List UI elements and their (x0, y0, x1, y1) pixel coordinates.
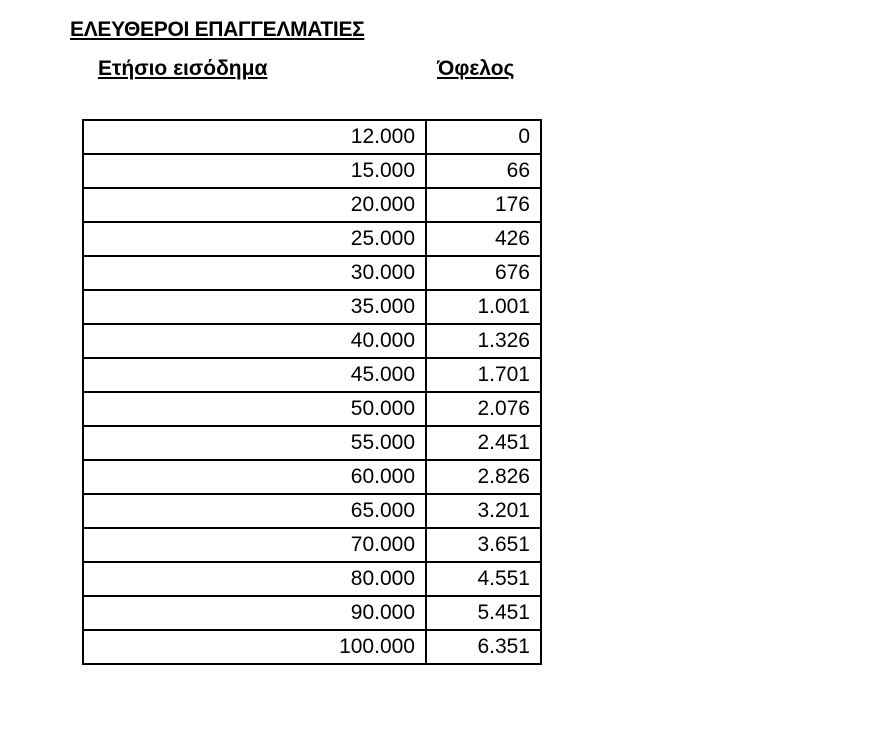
income-cell: 30.000 (83, 256, 426, 290)
benefit-cell: 3.651 (426, 528, 541, 562)
income-cell: 15.000 (83, 154, 426, 188)
income-cell: 80.000 (83, 562, 426, 596)
table-body (83, 120, 541, 664)
benefit-cell: 66 (426, 154, 541, 188)
income-cell: 70.000 (83, 528, 426, 562)
table-row (83, 460, 541, 494)
benefit-cell: 1.326 (426, 324, 541, 358)
benefit-cell: 2.826 (426, 460, 541, 494)
benefit-cell: 1.701 (426, 358, 541, 392)
table-row (83, 222, 541, 256)
income-cell: 20.000 (83, 188, 426, 222)
table-row (83, 426, 541, 460)
table-row (83, 630, 541, 664)
benefit-cell: 2.451 (426, 426, 541, 460)
benefit-cell: 2.076 (426, 392, 541, 426)
table-row (83, 596, 541, 630)
income-cell: 100.000 (83, 630, 426, 664)
table-row (83, 188, 541, 222)
table-row (83, 562, 541, 596)
benefit-cell: 5.451 (426, 596, 541, 630)
table-row (83, 392, 541, 426)
income-cell: 40.000 (83, 324, 426, 358)
benefit-column-header: Όφελος (437, 57, 515, 80)
income-cell: 50.000 (83, 392, 426, 426)
income-benefit-table (82, 119, 542, 665)
table-row (83, 358, 541, 392)
table-row (83, 256, 541, 290)
income-cell: 55.000 (83, 426, 426, 460)
income-cell: 25.000 (83, 222, 426, 256)
benefit-cell: 176 (426, 188, 541, 222)
income-cell: 90.000 (83, 596, 426, 630)
income-column-header: Ετήσιο εισόδημα (98, 57, 268, 80)
table-row (83, 528, 541, 562)
benefit-cell: 6.351 (426, 630, 541, 664)
income-cell: 65.000 (83, 494, 426, 528)
document-title: ΕΛΕΥΘΕΡΟΙ ΕΠΑΓΓΕΛΜΑΤΙΕΣ (70, 18, 365, 41)
benefit-cell: 3.201 (426, 494, 541, 528)
benefit-cell: 676 (426, 256, 541, 290)
table-row (83, 494, 541, 528)
income-cell: 45.000 (83, 358, 426, 392)
income-cell: 12.000 (83, 120, 426, 154)
benefit-cell: 0 (426, 120, 541, 154)
table-row (83, 290, 541, 324)
benefit-cell: 1.001 (426, 290, 541, 324)
table-row (83, 154, 541, 188)
income-cell: 35.000 (83, 290, 426, 324)
income-cell: 60.000 (83, 460, 426, 494)
benefit-cell: 4.551 (426, 562, 541, 596)
table-row (83, 324, 541, 358)
table-row (83, 120, 541, 154)
benefit-cell: 426 (426, 222, 541, 256)
